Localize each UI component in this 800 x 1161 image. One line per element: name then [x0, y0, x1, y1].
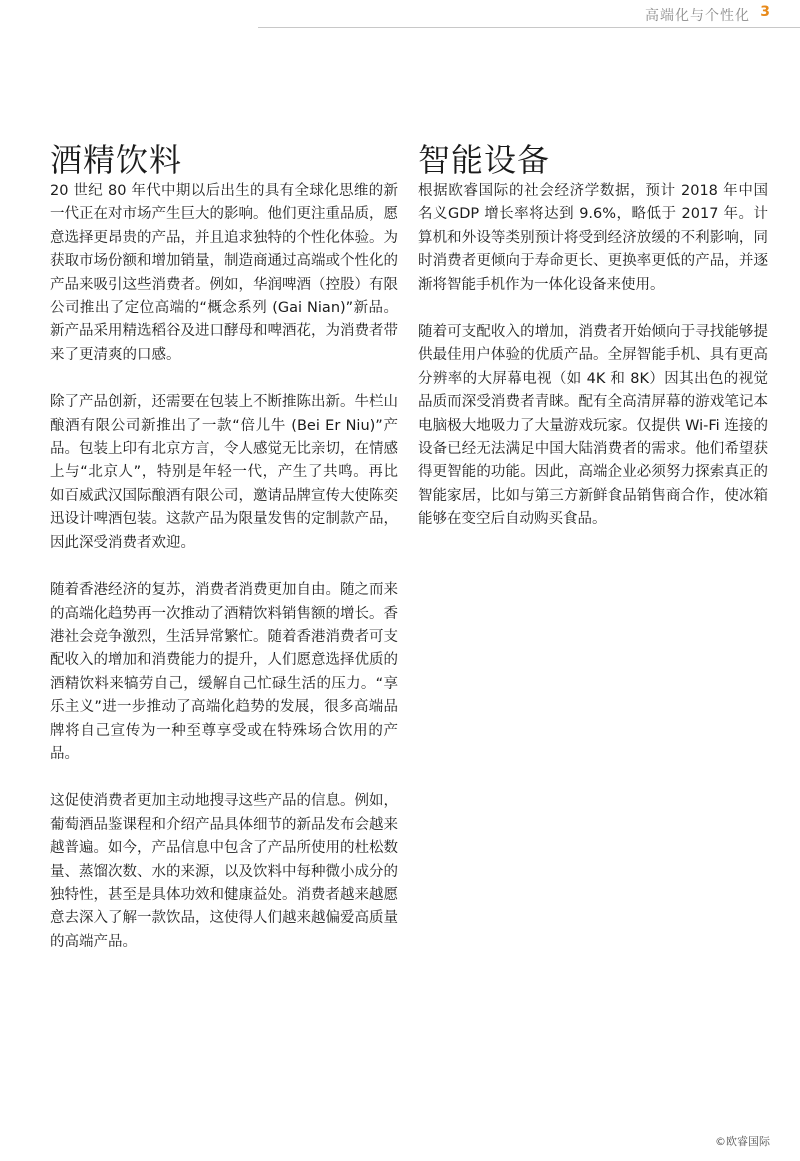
paragraph: 20 世纪 80 年代中期以后出生的具有全球化思维的新一代正在对市场产生巨大的影响。他们更注重品质，愿意选择更昂贵的产品，并且追求独特的个性化体验。为获取市场份额和增加销量，制造商通过高端或个性化的产品来吸引这些消费者。例如，华润啤酒（控股）有限公司推出了定位高端的“概念系列 (Gai Nian)”新品。新产品采用精选稻谷及进口酵母和啤酒花，为消费者带来了更清爽的口感。 — [50, 183, 398, 363]
right-column — [418, 140, 768, 556]
page-number: 3 — [760, 4, 770, 20]
header-title: 高端化与个性化 — [645, 8, 750, 24]
paragraph: 随着香港经济的复苏，消费者消费更加自由。随之而来的高端化趋势再一次推动了酒精饮料销售额的增长。香港社会竞争激烈，生活异常繁忙。随着香港消费者可支配收入的增加和消费能力的提升，人们愿意选择优质的酒精饮料来犒劳自己，缓解自己忙碌生活的压力。“享乐主义”进一步推动了高端化趋势的发展，很多高端品牌将自己宣传为一种至尊享受或在特殊场合饮用的产品。 — [50, 582, 398, 762]
paragraph: 这促使消费者更加主动地搜寻这些产品的信息。例如，葡萄酒品鉴课程和介绍产品具体细节的新品发布会越来越普遍。如今，产品信息中包含了产品所使用的杜松数量、蒸馏次数、水的来源，以及饮料中每种微小成分的独特性，甚至是具体功效和健康益处。消费者越来越愿意去深入了解一款饮品，这使得人们越来越偏爱高质量的高端产品。 — [50, 793, 398, 950]
left-column — [50, 140, 398, 978]
copyright-notice: ©欧睿国际 — [715, 1135, 770, 1148]
page-header — [0, 0, 800, 40]
section-title-smart-devices: 智能设备 — [418, 141, 551, 179]
paragraph: 根据欧睿国际的社会经济学数据，预计 2018 年中国名义GDP 增长率将达到 9.6%，略低于 2017 年。计算机和外设等类别预计将受到经济放缓的不利影响，同时消费者更倾向于寿命更长、更换率更低的产品，并逐渐将智能手机作为一体化设备来使用。 — [418, 183, 768, 293]
paragraph: 随着可支配收入的增加，消费者开始倾向于寻找能够提供最佳用户体验的优质产品。全屏智能手机、具有更高分辨率的大屏幕电视（如 4K 和 8K）因其出色的视觉品质而深受消费者青睐。配有全高清屏幕的游戏笔记本电脑极大地吸力了大量游戏玩家。仅提供 Wi-Fi 连接的设备已经无法满足中国大陆消费者的需求。他们希望获得更智能的功能。因此，高端企业必须努力探索真正的智能家居，比如与第三方新鲜食品销售商合作，使冰箱能够在变空后自动购买食品。 — [418, 324, 768, 528]
paragraph: 除了产品创新，还需要在包装上不断推陈出新。牛栏山酿酒有限公司新推出了一款“倍儿牛 (Bei Er Niu)”产品。包装上印有北京方言，令人感觉无比亲切，在情感上与“北京人”，特别是年轻一代，产生了共鸣。再比如百威武汉国际酿酒有限公司，邀请品牌宣传大使陈奕迅设计啤酒包装。这款产品为限量发售的定制款产品，因此深受消费者欢迎。 — [50, 394, 398, 551]
header-divider — [258, 27, 800, 28]
section-title-alcoholic-drinks: 酒精饮料 — [50, 141, 183, 179]
